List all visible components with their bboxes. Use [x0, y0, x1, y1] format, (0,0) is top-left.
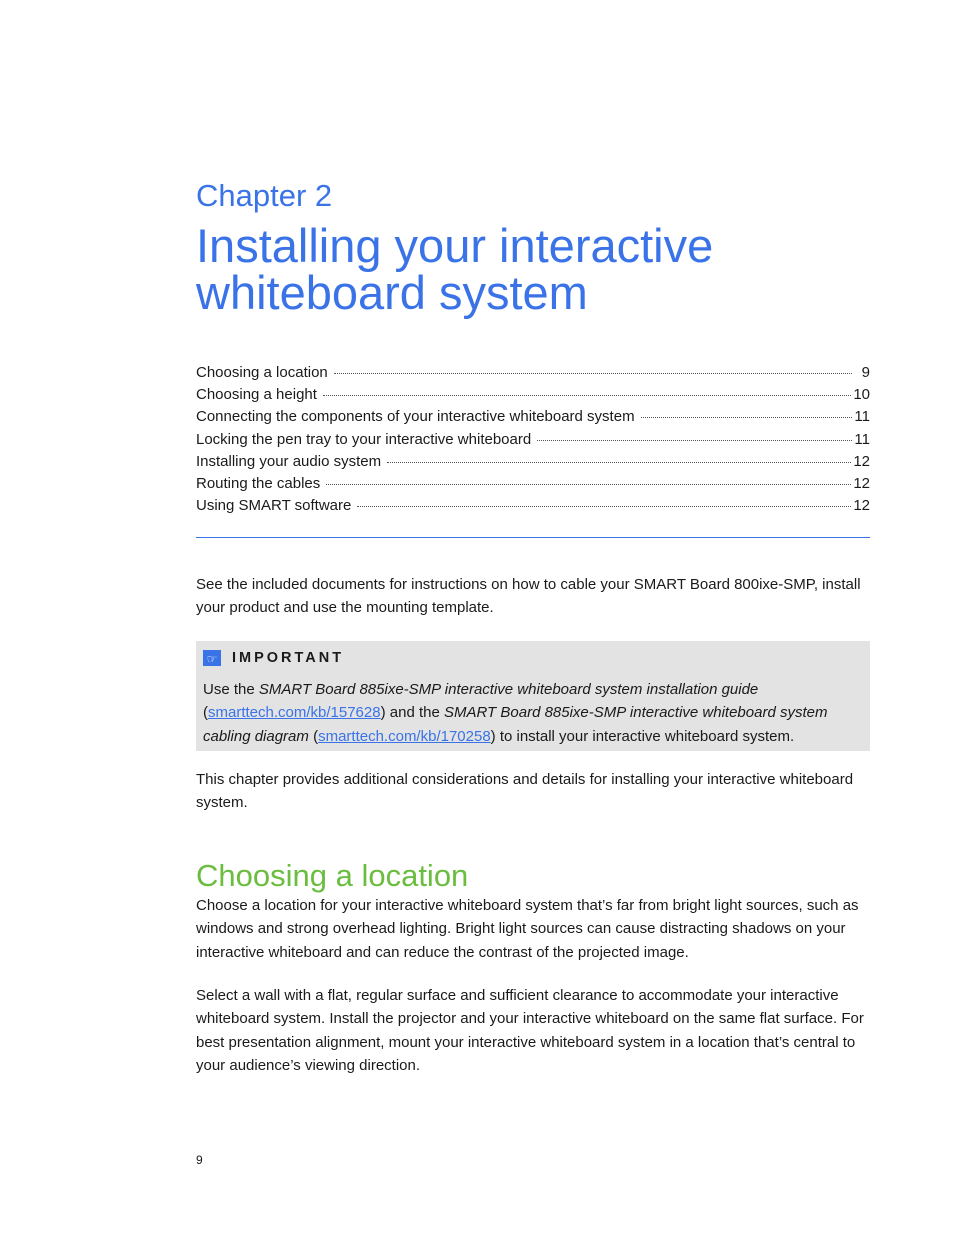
toc-dot-leader — [334, 373, 852, 374]
toc-entry-label: Choosing a height — [196, 386, 317, 404]
toc-entry-page: 12 — [853, 452, 870, 470]
chapter-overview-paragraph: This chapter provides additional considerations and details for installing your interactive whiteboard system. — [196, 771, 854, 812]
toc-entry-label: Using SMART software — [196, 497, 352, 515]
important-note-text — [203, 678, 862, 748]
cabling-diagram-link[interactable]: smarttech.com/kb/170258 — [318, 727, 491, 745]
important-note-box — [196, 641, 870, 751]
toc-dot-leader — [323, 395, 851, 396]
toc-dot-leader — [357, 506, 851, 507]
toc-dot-leader — [537, 440, 852, 441]
toc-entry-routing-cables[interactable] — [196, 473, 870, 495]
toc-entry-label: Choosing a location — [196, 364, 328, 381]
note-text-part: Use the — [203, 681, 259, 698]
toc-entry-choosing-height[interactable] — [196, 384, 870, 406]
note-text-part: ) to install your interactive whiteboard system. — [490, 727, 795, 745]
section-paragraph-2: Select a wall with a flat, regular surface and sufficient clearance to accommodate your interactive whiteboard system. Install the projector and your interactive whiteboard on the same flat surface. For best presentation alignment, mount your interactive whiteboard system in a location that’s central to your audience’s viewing direction. — [196, 987, 864, 1075]
toc-entry-page: 11 — [854, 408, 870, 426]
toc-entry-page: 12 — [853, 474, 870, 492]
cabling-diagram-title: SMART Board 885ixe-SMP interactive whiteboard system cabling diagram — [203, 704, 828, 745]
section-paragraph-1: Choose a location for your interactive whiteboard system that’s far from bright light sources, such as windows and strong overhead lighting. Bright light sources can cause distracting shadows on your interactive whiteboard and can reduce the contrast of the projected image. — [196, 897, 859, 961]
toc-dot-leader — [387, 462, 851, 463]
toc-entry-label: Installing your audio system — [196, 452, 382, 470]
installation-guide-link[interactable]: smarttech.com/kb/157628 — [208, 704, 381, 722]
toc-entry-choosing-location[interactable] — [196, 362, 870, 384]
toc-entry-page: 10 — [853, 386, 870, 404]
section-heading: Choosing a location — [196, 858, 469, 893]
toc-dot-leader — [326, 484, 851, 485]
section-divider — [196, 537, 870, 538]
chapter-label: Chapter 2 — [196, 178, 333, 213]
note-text-part: ( — [308, 727, 319, 745]
toc-dot-leader — [641, 417, 852, 418]
toc-entry-label: Routing the cables — [196, 474, 321, 492]
toc-entry-using-smart-software[interactable] — [196, 495, 870, 517]
pointing-hand-icon: ☞ — [203, 650, 221, 666]
table-of-contents — [196, 362, 870, 517]
page-number: 9 — [196, 1153, 203, 1167]
note-text-part: ( — [203, 704, 208, 722]
toc-entry-label: Connecting the components of your interactive whiteboard system — [196, 408, 635, 426]
toc-entry-locking-pen-tray[interactable] — [196, 429, 870, 451]
toc-entry-connecting-components[interactable] — [196, 406, 870, 428]
installation-guide-title: SMART Board 885ixe-SMP interactive whiteboard system installation guide — [258, 681, 759, 698]
toc-entry-label: Locking the pen tray to your interactive whiteboard — [196, 430, 532, 448]
toc-entry-page: 12 — [853, 497, 870, 515]
intro-paragraph: See the included documents for instructions on how to cable your SMART Board 800ixe-SMP, install your product and use the mounting template. — [196, 576, 861, 617]
note-text-part: ) and the — [380, 704, 444, 722]
important-label: IMPORTANT — [232, 650, 345, 666]
toc-entry-installing-audio[interactable] — [196, 451, 870, 473]
important-note-header — [203, 647, 862, 669]
chapter-title: Installing your interactive whiteboard system — [196, 219, 714, 319]
toc-entry-page: 9 — [861, 364, 870, 381]
toc-entry-page: 11 — [854, 430, 870, 448]
